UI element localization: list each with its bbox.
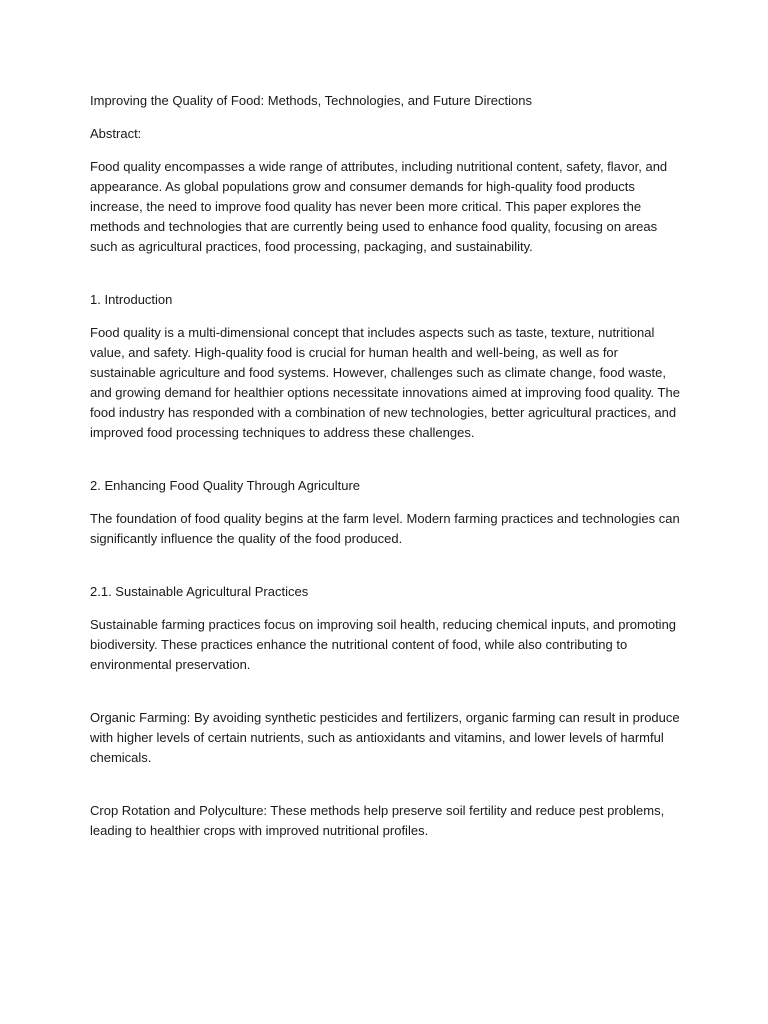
document-page: [90, 91, 686, 854]
abstract-label: Abstract:: [90, 126, 142, 141]
section-heading-introduction: 1. Introduction: [90, 292, 173, 307]
introduction-paragraph: Food quality is a multi-dimensional concept that includes aspects such as taste, texture, nutritional value, and safety. High-quality food is crucial for human health and well-being, as well as for sustainable agriculture and food systems. However, challenges such as climate change, food waste, and growing demand for healthier options necessitate innovations aimed at improving food quality. The food industry has responded with a combination of new technologies, better agricultural practices, and improved food processing techniques to address these challenges.: [90, 325, 680, 440]
sustainable-practices-paragraph: Sustainable farming practices focus on improving soil health, reducing chemical inputs, and promoting biodiversity. These practices enhance the nutritional content of food, while also contributing to environmental preservation.: [90, 617, 677, 672]
section-heading-agriculture: 2. Enhancing Food Quality Through Agriculture: [90, 478, 361, 493]
list-item-crop-rotation: Crop Rotation and Polyculture: These methods help preserve soil fertility and reduce pest problems, leading to healthier crops with improved nutritional profiles.: [90, 803, 665, 838]
section-heading-sustainable-practices: 2.1. Sustainable Agricultural Practices: [90, 584, 309, 599]
list-item-organic-farming: Organic Farming: By avoiding synthetic pesticides and fertilizers, organic farming can result in produce with higher levels of certain nutrients, such as antioxidants and vitamins, and lower levels of harmful chemicals.: [90, 710, 680, 765]
abstract-paragraph: Food quality encompasses a wide range of attributes, including nutritional content, safety, flavor, and appearance. As global populations grow and consumer demands for high-quality food products increase, the need to improve food quality has never been more critical. This paper explores the methods and technologies that are currently being used to enhance food quality, focusing on areas such as agricultural practices, food processing, packaging, and sustainability.: [90, 159, 668, 254]
document-title: Improving the Quality of Food: Methods, Technologies, and Future Directions: [90, 93, 532, 108]
agriculture-paragraph: The foundation of food quality begins at the farm level. Modern farming practices and technologies can significantly influence the quality of the food produced.: [90, 511, 680, 546]
